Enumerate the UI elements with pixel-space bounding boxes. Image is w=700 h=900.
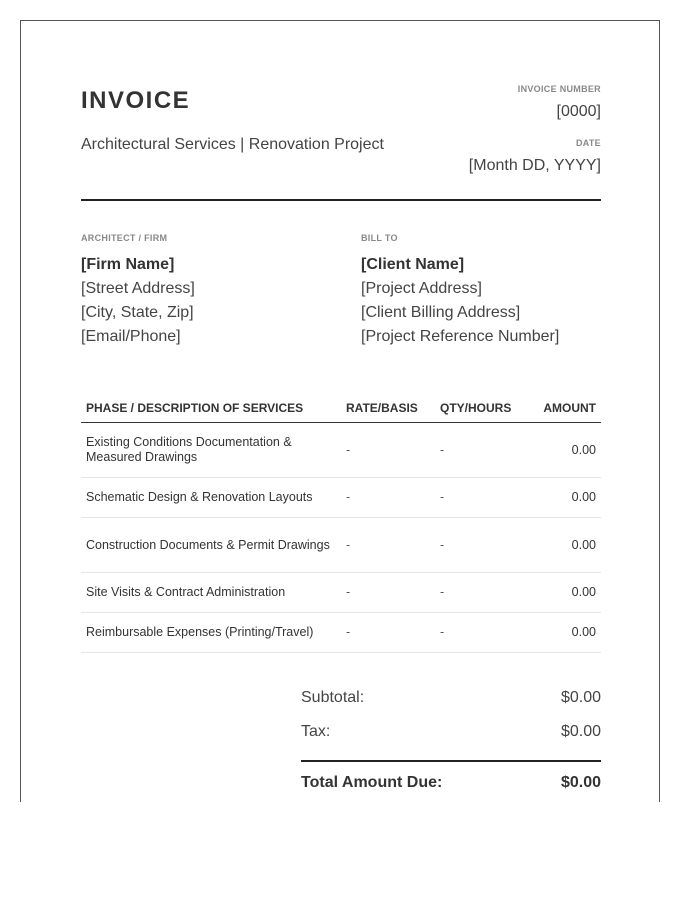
row-rate: - — [341, 613, 435, 653]
tax-row — [301, 723, 601, 741]
date-value: [Month DD, YYYY] — [468, 157, 601, 174]
invoice-page — [20, 20, 660, 802]
column-header-rate: RATE/BASIS — [341, 393, 435, 423]
table-row — [81, 518, 601, 573]
firm-street-address: [Street Address] — [81, 280, 195, 297]
tax-value: $0.00 — [560, 723, 601, 740]
subtotal-label: Subtotal: — [301, 689, 365, 706]
invoice-title: INVOICE — [81, 87, 191, 114]
subtotal-value: $0.00 — [560, 689, 601, 706]
subtotal-row — [301, 689, 601, 707]
tax-label: Tax: — [301, 723, 331, 740]
row-rate: - — [341, 423, 435, 478]
table-row — [81, 613, 601, 653]
project-reference-number: [Project Reference Number] — [361, 328, 560, 345]
row-amount: 0.00 — [531, 478, 601, 518]
totals-divider — [301, 760, 601, 762]
date-label: DATE — [575, 138, 601, 148]
row-rate: - — [341, 478, 435, 518]
architect-label: ARCHITECT / FIRM — [81, 233, 168, 243]
row-amount: 0.00 — [531, 573, 601, 613]
client-billing-address: [Client Billing Address] — [361, 304, 521, 321]
architect-block — [81, 233, 331, 349]
invoice-number-label: INVOICE NUMBER — [517, 84, 601, 94]
header-divider — [81, 199, 601, 201]
row-rate: - — [341, 573, 435, 613]
row-description: Schematic Design & Renovation Layouts — [81, 478, 341, 518]
bill-to-block — [361, 233, 611, 349]
column-header-qty: QTY/HOURS — [435, 393, 531, 423]
row-description: Reimbursable Expenses (Printing/Travel) — [81, 613, 341, 653]
total-due-row — [301, 774, 601, 792]
total-due-label: Total Amount Due: — [301, 774, 443, 791]
table-row — [81, 478, 601, 518]
firm-city-state-zip: [City, State, Zip] — [81, 304, 194, 321]
row-description: Construction Documents & Permit Drawings — [81, 518, 341, 573]
row-description: Existing Conditions Documentation & Measured Drawings — [81, 423, 341, 478]
row-qty: - — [435, 423, 531, 478]
invoice-number-value: [0000] — [556, 103, 601, 120]
client-name: [Client Name] — [361, 256, 465, 273]
column-header-amount: AMOUNT — [531, 393, 601, 423]
total-due-value: $0.00 — [560, 774, 601, 791]
row-amount: 0.00 — [531, 518, 601, 573]
firm-name: [Firm Name] — [81, 256, 175, 273]
row-description: Site Visits & Contract Administration — [81, 573, 341, 613]
invoice-subtitle: Architectural Services | Renovation Project — [81, 136, 384, 153]
table-header-row — [81, 393, 601, 423]
bill-to-label: BILL TO — [361, 233, 398, 243]
table-row — [81, 423, 601, 478]
row-qty: - — [435, 518, 531, 573]
table-row — [81, 573, 601, 613]
row-amount: 0.00 — [531, 423, 601, 478]
row-qty: - — [435, 573, 531, 613]
row-qty: - — [435, 613, 531, 653]
row-qty: - — [435, 478, 531, 518]
firm-email-phone: [Email/Phone] — [81, 328, 181, 345]
row-rate: - — [341, 518, 435, 573]
row-amount: 0.00 — [531, 613, 601, 653]
project-address: [Project Address] — [361, 280, 482, 297]
column-header-description: PHASE / DESCRIPTION OF SERVICES — [81, 393, 341, 423]
services-table — [81, 393, 601, 653]
